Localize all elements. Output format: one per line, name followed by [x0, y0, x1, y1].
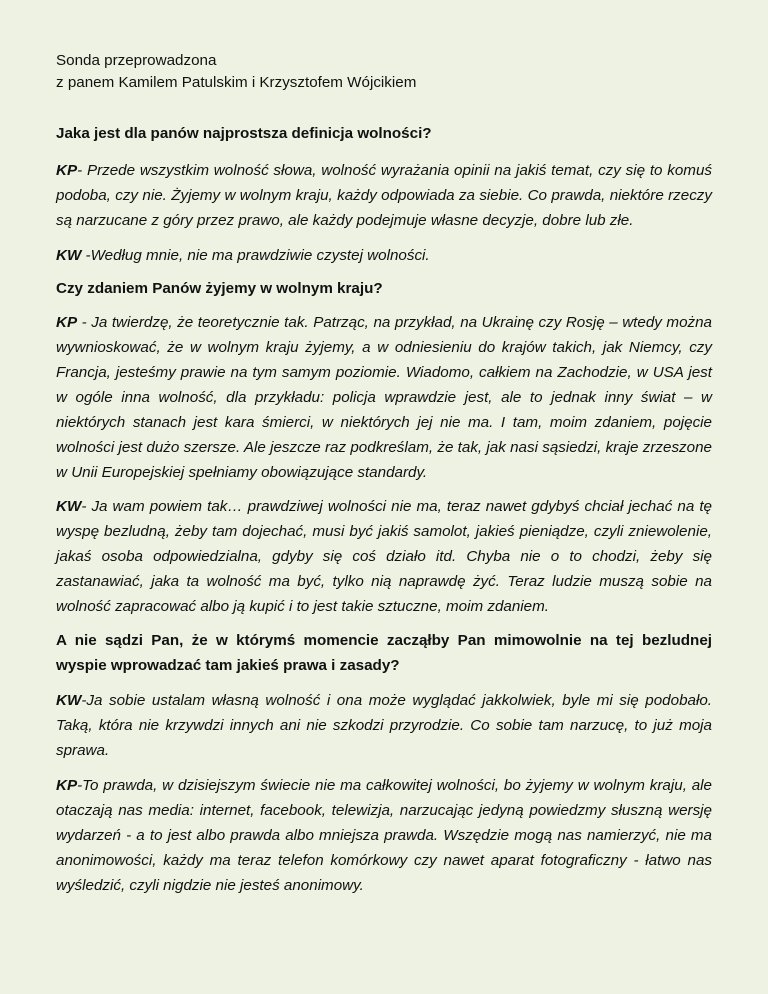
answer-text: -Według mnie, nie ma prawdziwie czystej wolności.	[81, 247, 430, 264]
speaker-label: KW	[56, 498, 82, 515]
speaker-label: KP	[56, 314, 78, 331]
answer-6	[56, 773, 712, 898]
answer-text: - Ja twierdzę, że teoretycznie tak. Patrząc, na przykład, na Ukrainę czy Rosję – wtedy można wywnioskować, że w wolnym kraju żyjemy, a w odniesieniu do krajów takich, jak Niemcy, czy Francja, jesteśmy prawie na tym samym poziomie. Wiadomo, całkiem na Zachodzie, w USA jest w ogóle inna wolność, dla przykładu: policja wprawdzie jest, ale to jednak inny świat – w niektórych stanach jest kara śmierci, w niektórych jej nie ma. I tam, moim zdaniem, pojęcie wolności jest dużo szersze. Ale jeszcze raz podkreślam, że tak, jak nasi sąsiedzi, kraje zrzeszone w Unii Europejskiej spełniamy obowiązujące standardy.	[56, 314, 712, 481]
answer-text: -To prawda, w dzisiejszym świecie nie ma całkowitej wolności, bo żyjemy w wolnym kraju, ale otaczają nas media: internet, facebook, telewizja, narzucając jedyną powiedzmy słuszną wersję wydarzeń - a to jest albo prawda albo mniejsza prawda. Wszędzie mogą nas namierzyć, nie ma anonimowości, każdy ma teraz telefon komórkowy czy nawet aparat fotograficzny - łatwo nas wyśledzić, czyli nigdzie nie jesteś anonimowy.	[56, 777, 712, 894]
answer-text: -Ja sobie ustalam własną wolność i ona może wyglądać jakkolwiek, byle mi się podobało. Taką, która nie krzywdzi innych ani nie szkodzi przyrodzie. Co sobie tam narzucę, to już moja sprawa.	[56, 692, 712, 759]
answer-text: - Przede wszystkim wolność słowa, wolność wyrażania opinii na jakiś temat, czy się to komuś podoba, czy nie. Żyjemy w wolnym kraju, każdy odpowiada za siebie. Co prawda, niektóre rzeczy są narzucane z góry przez prawo, ale każdy podejmuje własne decyzje, dobre lub złe.	[56, 162, 712, 229]
header-line-1: Sonda przeprowadzona	[56, 52, 217, 69]
answer-1	[56, 158, 712, 233]
header-line-2: z panem Kamilem Patulskim i Krzysztofem Wójcikiem	[56, 74, 417, 91]
speaker-label: KP	[56, 162, 78, 179]
question-1: Jaka jest dla panów najprostsza definicja wolności?	[56, 125, 432, 142]
answer-2	[56, 243, 712, 268]
answer-5	[56, 688, 712, 763]
speaker-label: KP	[56, 777, 78, 794]
answer-4	[56, 494, 712, 619]
question-2: Czy zdaniem Panów żyjemy w wolnym kraju?	[56, 280, 383, 297]
answer-3	[56, 310, 712, 485]
question-3: A nie sądzi Pan, że w którymś momencie zacząłby Pan mimowolnie na tej bezludnej wyspie wprowadzać tam jakieś prawa i zasady?	[56, 632, 712, 674]
speaker-label: KW	[56, 247, 82, 264]
speaker-label: KW	[56, 692, 82, 709]
answer-text: - Ja wam powiem tak… prawdziwej wolności nie ma, teraz nawet gdybyś chciał jechać na tę wyspę bezludną, żeby tam dojechać, musi być jakiś samolot, jakieś pieniądze, czyli zniewolenie, jakaś osoba odpowiedzialna, gdyby się coś działo itd. Chyba nie o to chodzi, żeby się zastanawiać, jaka ta wolność ma być, tylko nią naprawdę żyć. Teraz ludzie muszą sobie na wolność zapracować albo ją kupić i to jest takie sztuczne, moim zdaniem.	[56, 498, 712, 615]
